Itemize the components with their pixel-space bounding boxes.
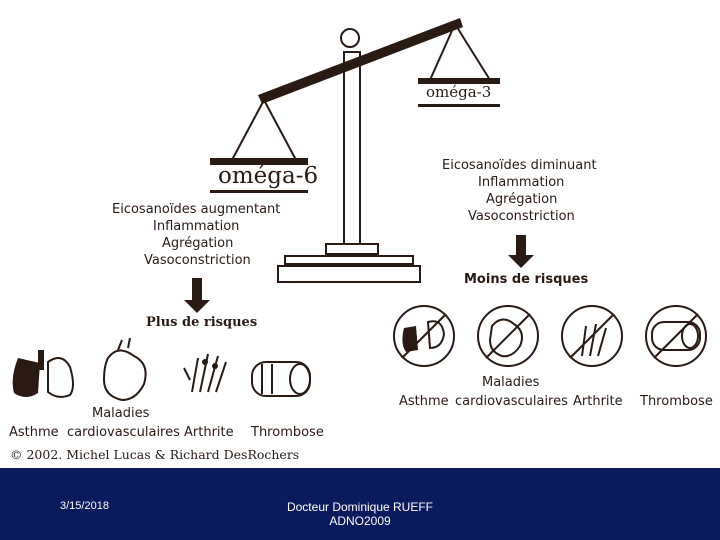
right-outcome: Moins de risques <box>464 272 589 287</box>
scale-pillar <box>344 52 360 244</box>
scale-base-top <box>326 244 378 254</box>
right-effect-1: Eicosanoïdes diminuant <box>442 158 597 173</box>
left-disease-thrombosis: Thrombose <box>251 425 324 440</box>
left-outcome: Plus de risques <box>146 315 258 330</box>
omega-3-label: oméga-3 <box>426 83 492 101</box>
left-arrow-head <box>184 300 210 313</box>
left-effect-1: Eicosanoïdes augmentant <box>112 202 281 217</box>
right-effect-2: Inflammation <box>478 175 565 190</box>
blood-vessel-icon <box>252 362 310 396</box>
right-arrow-head <box>508 255 534 268</box>
footer-author <box>240 500 480 528</box>
no-blood-vessel-icon <box>646 306 706 366</box>
no-heart-icon <box>478 306 538 366</box>
right-disease-arthritis: Arthrite <box>573 394 623 409</box>
left-effect-4: Vasoconstriction <box>144 253 251 268</box>
left-effect-2: Inflammation <box>153 219 240 234</box>
no-lungs-icon <box>394 306 454 366</box>
left-disease-arthritis: Arthrite <box>184 425 234 440</box>
no-hand-joint-icon <box>562 306 622 366</box>
left-plate-bottom <box>210 190 308 193</box>
right-diseases-header: Maladies <box>482 375 540 390</box>
scale-knob <box>341 29 359 47</box>
left-arrow-shaft <box>192 278 202 302</box>
footer-author-org: ADNO2009 <box>329 514 391 528</box>
omega-6-label: oméga-6 <box>218 163 319 189</box>
scale-base-bottom <box>285 256 413 264</box>
footer-author-name: Docteur Dominique RUEFF <box>286 500 434 514</box>
right-arrow-shaft <box>516 235 526 257</box>
right-string-right <box>455 24 490 80</box>
lungs-icon <box>13 350 73 397</box>
footer-date: 3/15/2018 <box>60 500 109 512</box>
right-disease-asthma: Asthme <box>399 394 449 409</box>
left-disease-cardio: cardiovasculaires <box>67 425 180 440</box>
left-diseases-header: Maladies <box>92 406 150 421</box>
left-disease-asthma: Asthme <box>9 425 59 440</box>
heart-icon <box>104 338 146 400</box>
left-effect-3: Agrégation <box>162 236 234 251</box>
right-disease-cardio: cardiovasculaires <box>455 394 568 409</box>
left-string-right <box>264 100 296 160</box>
scale-base-foot <box>278 266 420 282</box>
left-string-left <box>232 100 264 160</box>
right-disease-thrombosis: Thrombose <box>640 394 713 409</box>
copyright-note: © 2002. Michel Lucas & Richard DesRochers <box>10 447 300 462</box>
hand-joint-icon <box>184 354 226 392</box>
right-effect-4: Vasoconstriction <box>468 209 575 224</box>
right-plate-bottom <box>418 104 500 107</box>
right-effect-3: Agrégation <box>486 192 558 207</box>
